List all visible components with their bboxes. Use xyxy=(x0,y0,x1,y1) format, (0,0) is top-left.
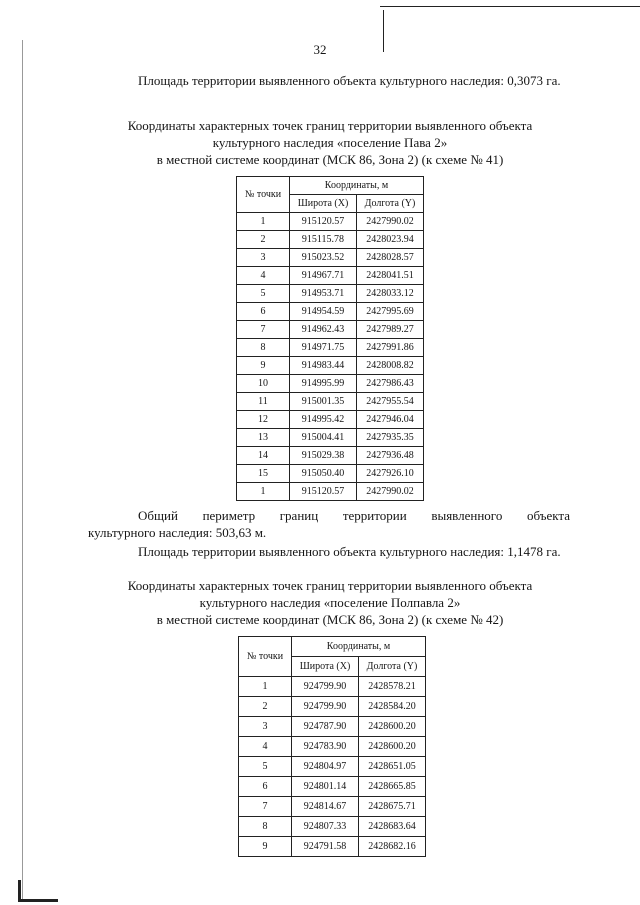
lon-cell: 2428041.51 xyxy=(357,267,424,285)
table-heading-2 xyxy=(60,577,600,628)
heading-line: в местной системе координат (МСК 86, Зона 2) (к схеме № 41) xyxy=(156,152,504,167)
lat-cell: 915120.57 xyxy=(290,213,357,231)
point-cell: 9 xyxy=(239,837,292,857)
lat-cell: 924801.14 xyxy=(292,777,359,797)
point-cell: 7 xyxy=(237,321,290,339)
table-row xyxy=(239,697,426,717)
point-cell: 5 xyxy=(239,757,292,777)
point-cell: 11 xyxy=(237,393,290,411)
lat-cell: 924799.90 xyxy=(292,697,359,717)
header-lat: Широта (X) xyxy=(292,657,359,677)
lat-cell: 915120.57 xyxy=(290,483,357,501)
lat-cell: 924791.58 xyxy=(292,837,359,857)
lon-cell: 2428682.16 xyxy=(359,837,426,857)
lon-cell: 2428008.82 xyxy=(357,357,424,375)
point-cell: 15 xyxy=(237,465,290,483)
perimeter-paragraph-end: культурного наследия: 503,63 м. xyxy=(88,525,267,540)
lon-cell: 2428683.64 xyxy=(359,817,426,837)
perimeter-line: Общий периметр границ территории выявленного объекта xyxy=(138,508,570,523)
table-row xyxy=(237,213,424,231)
lat-cell: 914971.75 xyxy=(290,339,357,357)
lat-cell: 915004.41 xyxy=(290,429,357,447)
coordinates-table-1 xyxy=(236,176,424,501)
lat-cell: 924814.67 xyxy=(292,797,359,817)
area-paragraph-1: Площадь территории выявленного объекта культурного наследия: 0,3073 га. xyxy=(138,73,561,88)
lat-cell: 914953.71 xyxy=(290,285,357,303)
table-row xyxy=(237,375,424,393)
point-cell: 12 xyxy=(237,411,290,429)
coordinates-table-2 xyxy=(238,636,426,857)
lat-cell: 914995.42 xyxy=(290,411,357,429)
lon-cell: 2428675.71 xyxy=(359,797,426,817)
point-cell: 1 xyxy=(237,483,290,501)
table-heading-1 xyxy=(60,117,600,168)
lat-cell: 924787.90 xyxy=(292,717,359,737)
lat-cell: 924804.97 xyxy=(292,757,359,777)
table-row xyxy=(237,339,424,357)
table-row xyxy=(237,411,424,429)
point-cell: 1 xyxy=(237,213,290,231)
table-row xyxy=(237,249,424,267)
lat-cell: 924807.33 xyxy=(292,817,359,837)
point-cell: 2 xyxy=(239,697,292,717)
lon-cell: 2428651.05 xyxy=(359,757,426,777)
heading-line: Координаты характерных точек границ территории выявленного объекта xyxy=(127,118,533,133)
point-cell: 2 xyxy=(237,231,290,249)
lat-cell: 924799.90 xyxy=(292,677,359,697)
lat-cell: 915023.52 xyxy=(290,249,357,267)
lon-cell: 2428028.57 xyxy=(357,249,424,267)
lon-cell: 2428600.20 xyxy=(359,737,426,757)
lon-cell: 2427991.86 xyxy=(357,339,424,357)
lat-cell: 914962.43 xyxy=(290,321,357,339)
table-row xyxy=(237,303,424,321)
lon-cell: 2427990.02 xyxy=(357,213,424,231)
heading-line: Координаты характерных точек границ территории выявленного объекта xyxy=(127,578,533,593)
point-cell: 4 xyxy=(239,737,292,757)
heading-line: культурного наследия «поселение Полпавла 2» xyxy=(199,595,461,610)
header-lon: Долгота (Y) xyxy=(357,195,424,213)
point-cell: 1 xyxy=(239,677,292,697)
point-cell: 9 xyxy=(237,357,290,375)
table-row xyxy=(239,777,426,797)
scan-border-top xyxy=(380,6,640,7)
point-cell: 7 xyxy=(239,797,292,817)
table-row xyxy=(237,393,424,411)
table-row xyxy=(237,231,424,249)
lon-cell: 2427995.69 xyxy=(357,303,424,321)
lat-cell: 915001.35 xyxy=(290,393,357,411)
lon-cell: 2427926.10 xyxy=(357,465,424,483)
header-point: № точки xyxy=(239,637,292,677)
point-cell: 3 xyxy=(239,717,292,737)
point-cell: 6 xyxy=(237,303,290,321)
point-cell: 10 xyxy=(237,375,290,393)
lon-cell: 2428023.94 xyxy=(357,231,424,249)
table-row xyxy=(237,357,424,375)
lon-cell: 2428578.21 xyxy=(359,677,426,697)
lon-cell: 2427989.27 xyxy=(357,321,424,339)
lat-cell: 914954.59 xyxy=(290,303,357,321)
lat-cell: 915115.78 xyxy=(290,231,357,249)
lon-cell: 2427990.02 xyxy=(357,483,424,501)
table-row xyxy=(237,285,424,303)
table-row xyxy=(237,267,424,285)
lat-cell: 924783.90 xyxy=(292,737,359,757)
lon-cell: 2427955.54 xyxy=(357,393,424,411)
table-row xyxy=(237,465,424,483)
lon-cell: 2427986.43 xyxy=(357,375,424,393)
header-coords: Координаты, м xyxy=(292,637,426,657)
header-point: № точки xyxy=(237,177,290,213)
point-cell: 5 xyxy=(237,285,290,303)
lon-cell: 2428665.85 xyxy=(359,777,426,797)
point-cell: 8 xyxy=(237,339,290,357)
point-cell: 14 xyxy=(237,447,290,465)
lat-cell: 914967.71 xyxy=(290,267,357,285)
scan-corner-horizontal xyxy=(18,899,58,902)
table-row xyxy=(239,797,426,817)
header-lat: Широта (X) xyxy=(290,195,357,213)
lon-cell: 2428600.20 xyxy=(359,717,426,737)
perimeter-paragraph xyxy=(88,507,570,524)
table-row xyxy=(239,817,426,837)
lat-cell: 914995.99 xyxy=(290,375,357,393)
table-row xyxy=(239,837,426,857)
scan-border-left xyxy=(22,40,23,900)
area-paragraph-2: Площадь территории выявленного объекта культурного наследия: 1,1478 га. xyxy=(138,544,561,559)
table-row xyxy=(237,429,424,447)
table-row xyxy=(237,447,424,465)
point-cell: 6 xyxy=(239,777,292,797)
heading-line: в местной системе координат (МСК 86, Зона 2) (к схеме № 42) xyxy=(156,612,504,627)
point-cell: 13 xyxy=(237,429,290,447)
lat-cell: 915029.38 xyxy=(290,447,357,465)
header-coords: Координаты, м xyxy=(290,177,424,195)
table-row xyxy=(239,717,426,737)
heading-line: культурного наследия «поселение Пава 2» xyxy=(212,135,448,150)
table-row xyxy=(237,483,424,501)
table-row xyxy=(239,737,426,757)
lon-cell: 2427946.04 xyxy=(357,411,424,429)
lon-cell: 2427935.35 xyxy=(357,429,424,447)
lon-cell: 2428584.20 xyxy=(359,697,426,717)
page-number: 32 xyxy=(313,42,327,57)
point-cell: 8 xyxy=(239,817,292,837)
header-lon: Долгота (Y) xyxy=(359,657,426,677)
point-cell: 3 xyxy=(237,249,290,267)
table-row xyxy=(239,757,426,777)
point-cell: 4 xyxy=(237,267,290,285)
table-row xyxy=(239,677,426,697)
lon-cell: 2427936.48 xyxy=(357,447,424,465)
table-row xyxy=(237,321,424,339)
lat-cell: 914983.44 xyxy=(290,357,357,375)
lon-cell: 2428033.12 xyxy=(357,285,424,303)
lat-cell: 915050.40 xyxy=(290,465,357,483)
